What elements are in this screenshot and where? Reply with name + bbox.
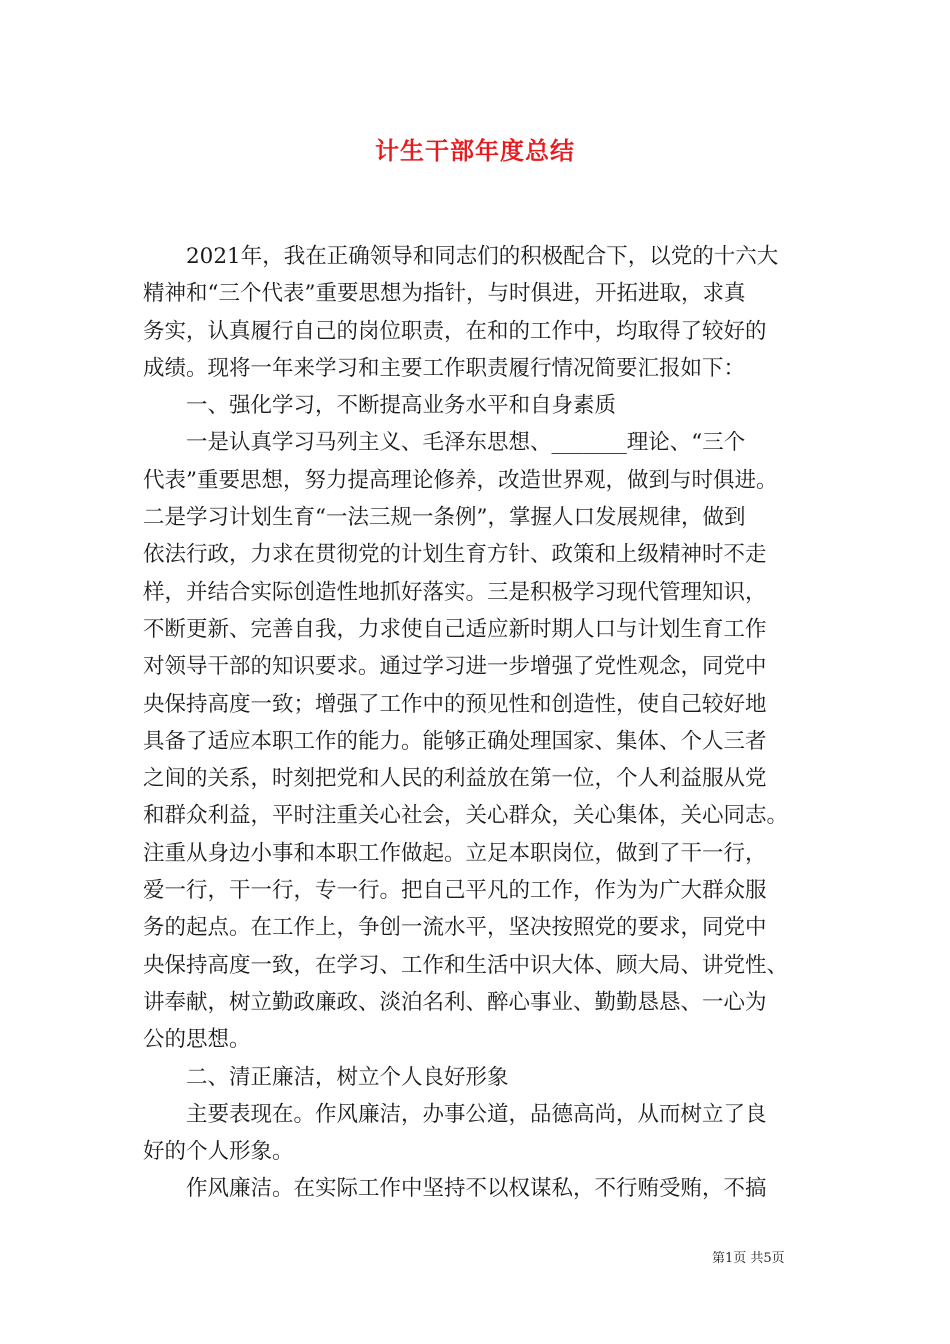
text-line: 样，并结合实际创造性地抓好落实。三是积极学习现代管理知识， — [143, 579, 767, 605]
text-line: 之间的关系，时刻把党和人民的利益放在第一位，个人利益服从党 — [143, 766, 767, 792]
text-line: 讲奉献，树立勤政廉政、淡泊名利、醉心事业、勤勤恳恳、一心为 — [143, 989, 767, 1015]
text-line: 具备了适应本职工作的能力。能够正确处理国家、集体、个人三者 — [143, 728, 767, 754]
text-line: 依法行政，力求在贯彻党的计划生育方针、政策和上级精神时不走 — [143, 542, 767, 568]
text-line: 代表”重要思想，努力提高理论修养，改造世界观，做到与时俱进。 — [143, 467, 778, 493]
text-line: 不断更新、完善自我，力求使自己适应新时期人口与计划生育工作 — [143, 616, 767, 642]
text-line: 爱一行，干一行，专一行。把自己平凡的工作，作为为广大群众服 — [143, 878, 767, 904]
text-line: 一是认真学习马列主义、毛泽东思想、_______理论、“三个 — [186, 430, 746, 456]
text-line: 务实，认真履行自己的岗位职责，在和的工作中，均取得了较好的 — [143, 318, 767, 344]
paragraph — [143, 238, 823, 387]
text-line: 成绩。现将一年来学习和主要工作职责履行情况简要汇报如下： — [143, 355, 746, 381]
paragraph — [143, 1170, 823, 1207]
text-line: 作风廉洁。在实际工作中坚持不以权谋私，不行贿受贿，不搞 — [186, 1176, 767, 1202]
text-line: 公的思想。 — [143, 1027, 251, 1053]
text-line: 二、清正廉洁，树立个人良好形象 — [186, 1064, 509, 1090]
paragraph — [143, 424, 823, 1058]
text-line: 2021年，我在正确领导和同志们的积极配合下，以党的十六大 — [186, 244, 779, 269]
text-line: 央保持高度一致，在学习、工作和生活中识大体、顾大局、讲党性、 — [143, 952, 789, 978]
text-line: 央保持高度一致；增强了工作中的预见性和创造性，使自己较好地 — [143, 691, 767, 717]
text-line: 和群众利益，平时注重关心社会，关心群众，关心集体，关心同志。 — [143, 803, 789, 829]
text-line: 主要表现在。作风廉洁，办事公道，品德高尚，从而树立了良 — [186, 1101, 767, 1127]
text-line: 一、强化学习，不断提高业务水平和自身素质 — [186, 393, 617, 419]
text-line: 对领导干部的知识要求。通过学习进一步增强了党性观念，同党中 — [143, 654, 767, 680]
document-body — [143, 238, 823, 1208]
paragraph — [143, 1096, 823, 1171]
text-line: 精神和“三个代表”重要思想为指针，与时俱进，开拓进取，求真 — [143, 281, 746, 307]
text-line: 注重从身边小事和本职工作做起。立足本职岗位，做到了干一行， — [143, 840, 767, 866]
paragraph — [143, 387, 823, 424]
text-line: 务的起点。在工作上，争创一流水平，坚决按照党的要求，同党中 — [143, 915, 767, 941]
paragraph — [143, 1059, 823, 1096]
text-line: 好的个人形象。 — [143, 1139, 294, 1165]
page-footer: 第1页 共5页 — [712, 1251, 785, 1266]
document-title: 计生干部年度总结 — [375, 136, 575, 165]
text-line: 二是学习计划生育“一法三规一条例”，掌握人口发展规律，做到 — [143, 505, 746, 531]
